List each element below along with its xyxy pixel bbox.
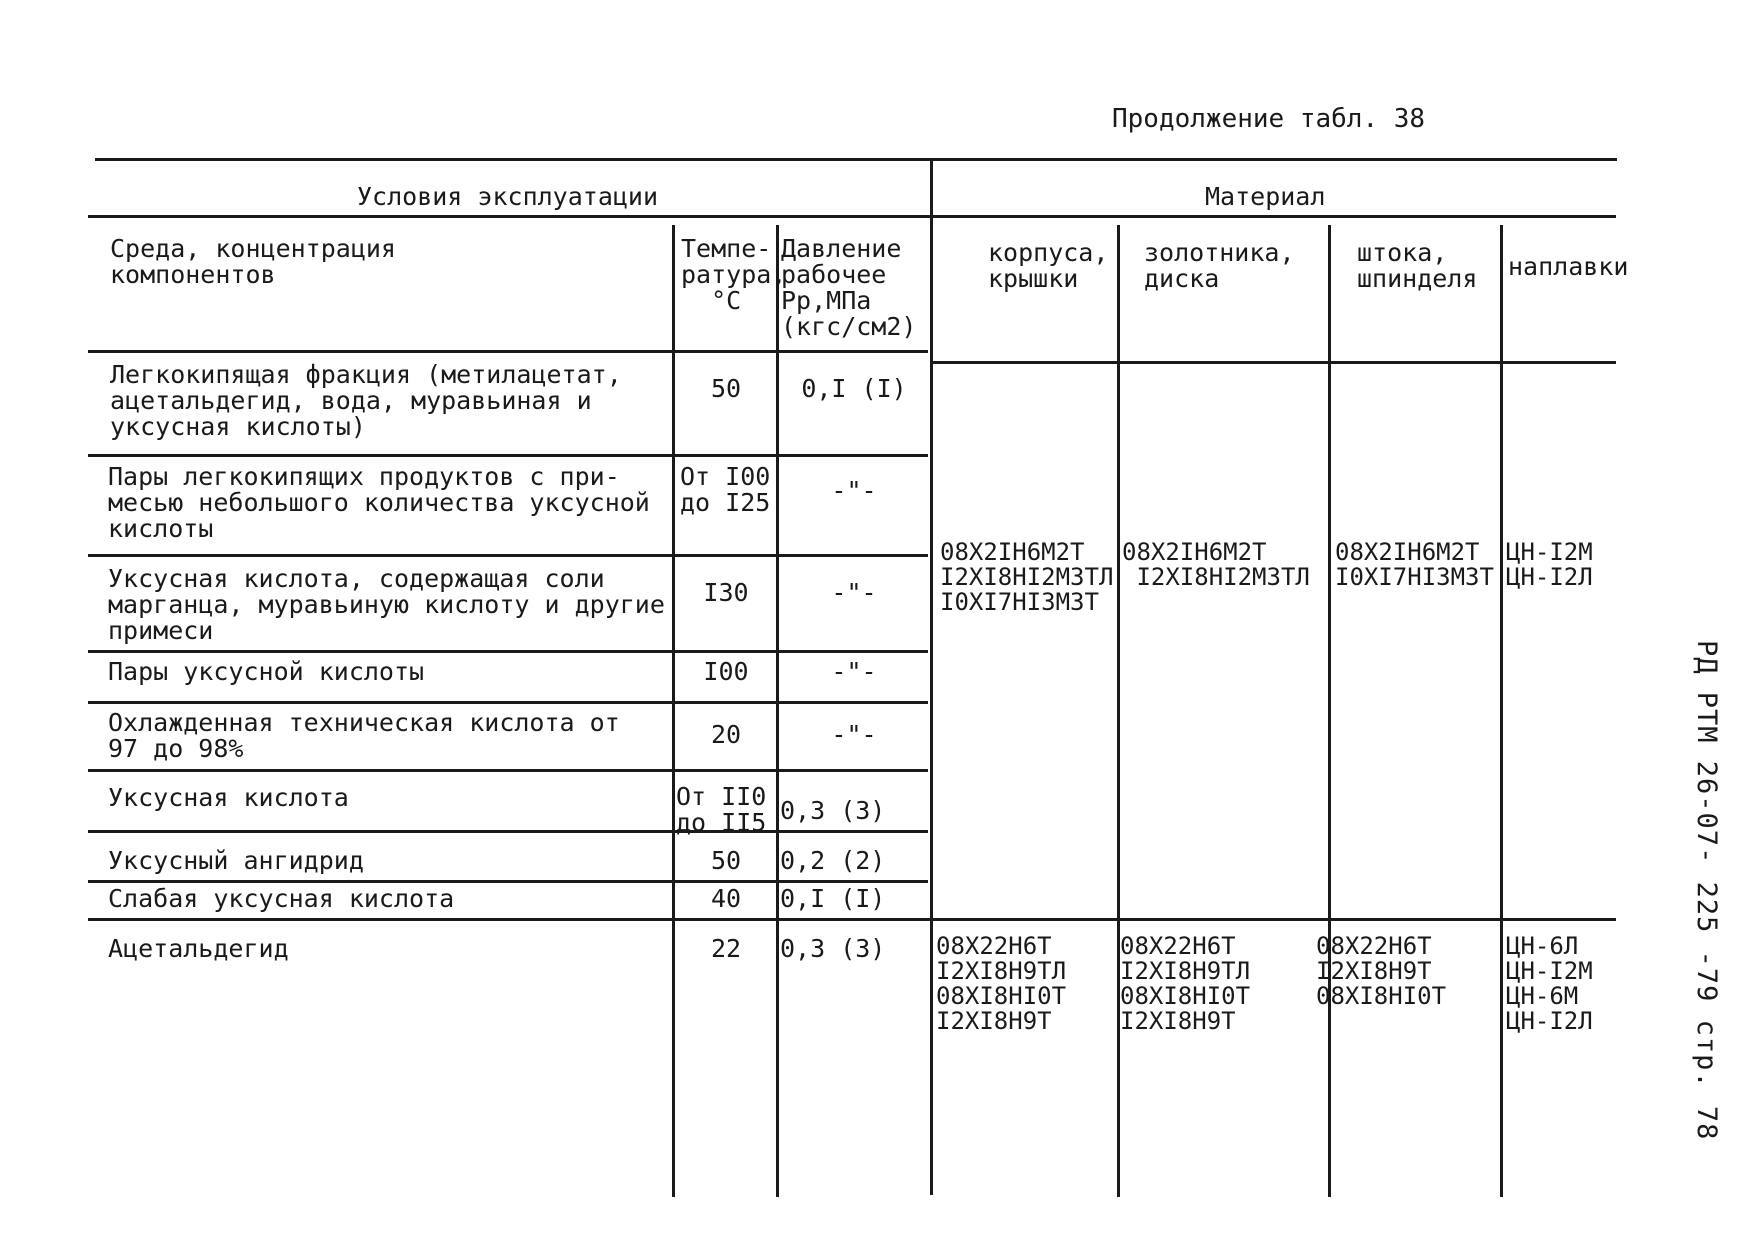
header-material: Материал xyxy=(1205,182,1326,211)
row-8-pressure: 0,I (I) xyxy=(780,884,886,913)
row-1-temp: 50 xyxy=(710,374,742,403)
header-body: корпуса, крышки xyxy=(988,238,1109,293)
col-rule-pressure xyxy=(776,225,779,1197)
row-1-pressure: 0,I (I) xyxy=(801,374,907,403)
row-2-pressure: -"- xyxy=(831,476,877,505)
rule-row-6 xyxy=(88,830,928,833)
document-reference: РД РТМ 26-07- 225 -79 стр. 78 xyxy=(1691,640,1722,1141)
row-2-temp: От I00 до I25 xyxy=(680,462,771,517)
row-3-pressure: -"- xyxy=(831,578,877,607)
row-4-pressure: -"- xyxy=(831,657,877,686)
group1-stem-material: 08Х2IН6М2Т I0ХI7НI3М3Т xyxy=(1335,538,1494,591)
rule-row-3 xyxy=(88,650,928,653)
header-stem: штока, шпинделя xyxy=(1357,238,1478,293)
row-5-temp: 20 xyxy=(710,720,742,749)
row-9-medium: Ацетальдегид xyxy=(108,934,289,963)
header-medium: Среда, концентрация компонентов xyxy=(110,234,396,289)
table-caption: Продолжение табл. 38 xyxy=(1112,104,1426,134)
header-disc: золотника, диска xyxy=(1144,238,1295,293)
col-rule-overlay xyxy=(1500,225,1503,1197)
rule-row-1 xyxy=(88,454,928,457)
header-conditions: Условия эксплуатации xyxy=(357,182,659,211)
row-3-medium: Уксусная кислота, содержащая соли марганца, муравьиную кислоту и другие примеси xyxy=(108,564,665,645)
row-1-medium: Легкокипящая фракция (метилацетат, ацетальдегид, вода, муравьиная и уксусная кислоты) xyxy=(110,360,622,441)
group2-body-material: 08Х22Н6Т I2ХI8Н9ТЛ 08ХI8НI0Т I2ХI8Н9Т xyxy=(936,932,1067,1035)
row-7-pressure: 0,2 (2) xyxy=(780,846,886,875)
rule-row-2 xyxy=(88,554,928,557)
rule-header-split xyxy=(88,215,1616,218)
rule-row-5 xyxy=(88,769,928,772)
row-6-temp: От II0 до II5 xyxy=(676,782,767,837)
header-overlay: наплавки xyxy=(1508,252,1629,281)
header-temperature: Темпе- ратура, °С xyxy=(681,234,787,315)
rule-row-8 xyxy=(88,918,1616,921)
rule-header-bottom-left xyxy=(88,350,928,353)
row-6-pressure: 0,3 (3) xyxy=(780,796,886,825)
rule-row-4 xyxy=(88,701,928,704)
col-rule-disc xyxy=(1117,225,1120,1197)
row-8-medium: Слабая уксусная кислота xyxy=(108,884,455,913)
col-rule-temp xyxy=(672,225,675,1197)
row-7-temp: 50 xyxy=(710,846,742,875)
row-3-temp: I30 xyxy=(703,578,749,607)
rule-row-7 xyxy=(88,880,928,883)
rule-header-bottom-right xyxy=(930,361,1616,364)
group2-overlay-material: ЦН-6Л ЦН-I2М ЦН-6М ЦН-I2Л xyxy=(1506,932,1593,1035)
group2-stem-material: 08Х22Н6Т I2ХI8Н9Т 08ХI8НI0Т xyxy=(1316,932,1447,1010)
row-6-medium: Уксусная кислота xyxy=(108,783,349,812)
row-9-temp: 22 xyxy=(710,934,742,963)
group1-body-material: 08Х2IН6М2Т I2ХI8НI2М3ТЛ I0ХI7НI3М3Т xyxy=(940,538,1114,616)
row-9-pressure: 0,3 (3) xyxy=(780,934,886,963)
rule-top xyxy=(95,158,1617,161)
row-7-medium: Уксусный ангидрид xyxy=(108,846,364,875)
row-8-temp: 40 xyxy=(710,884,742,913)
header-pressure: Давление рабочее Рр,МПа (кгс/см2) xyxy=(781,234,917,341)
group1-overlay-material: ЦН-I2М ЦН-I2Л xyxy=(1506,538,1593,591)
col-rule-material xyxy=(930,160,933,1195)
row-4-temp: I00 xyxy=(703,657,749,686)
row-4-medium: Пары уксусной кислоты xyxy=(108,657,425,686)
row-2-medium: Пары легкокипящих продуктов с при- месью небольшого количества уксусной кислоты xyxy=(108,462,650,543)
col-rule-stem xyxy=(1328,225,1331,1197)
group1-disc-material: 08Х2IН6М2Т I2ХI8НI2М3ТЛ xyxy=(1122,538,1310,591)
row-5-medium: Охлажденная техническая кислота от 97 до 98% xyxy=(108,708,620,763)
row-5-pressure: -"- xyxy=(831,720,877,749)
group2-disc-material: 08Х22Н6Т I2ХI8Н9ТЛ 08ХI8НI0Т I2ХI8Н9Т xyxy=(1120,932,1251,1035)
